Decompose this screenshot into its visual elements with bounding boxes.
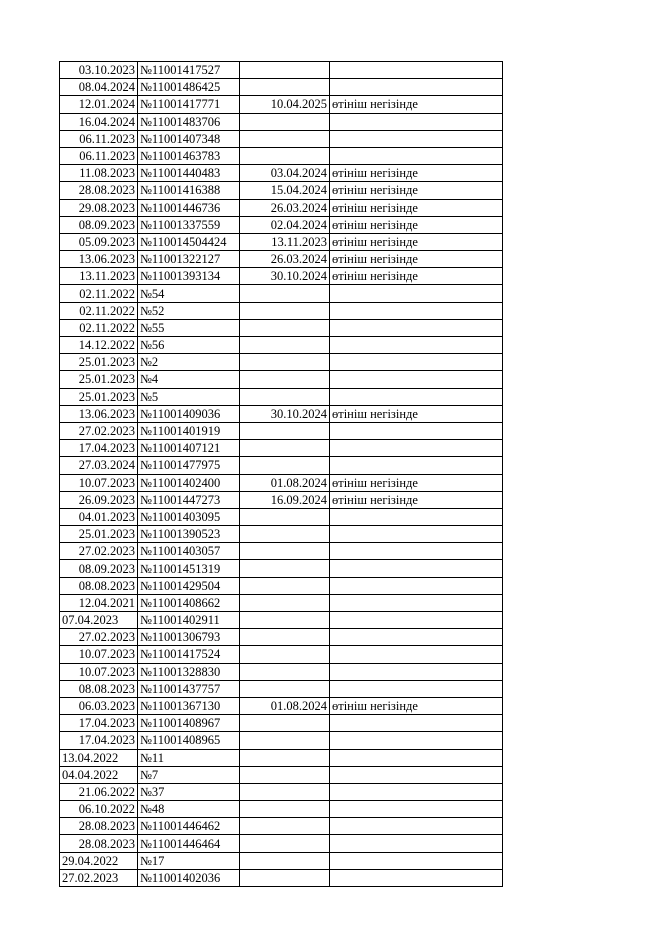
document-number-cell: №11001417771 <box>138 96 240 113</box>
termination-date-cell <box>240 130 330 147</box>
termination-basis-cell <box>330 422 503 439</box>
table-row <box>60 371 503 388</box>
termination-basis-cell: өтініш негізінде <box>330 474 503 491</box>
document-number-cell: №11001407121 <box>138 440 240 457</box>
termination-basis-cell: өтініш негізінде <box>330 233 503 250</box>
document-number-cell: №7 <box>138 766 240 783</box>
table-row <box>60 594 503 611</box>
termination-date-cell <box>240 560 330 577</box>
table-row <box>60 766 503 783</box>
issue-date-cell: 12.04.2021 <box>60 594 138 611</box>
issue-date-cell: 27.02.2023 <box>60 629 138 646</box>
issue-date-cell: 10.07.2023 <box>60 474 138 491</box>
termination-date-cell <box>240 852 330 869</box>
termination-basis-cell <box>330 801 503 818</box>
table-row <box>60 388 503 405</box>
termination-basis-cell <box>330 319 503 336</box>
table-row <box>60 199 503 216</box>
table-row <box>60 612 503 629</box>
issue-date-cell: 08.09.2023 <box>60 216 138 233</box>
table-row <box>60 783 503 800</box>
termination-date-cell <box>240 749 330 766</box>
termination-basis-cell <box>330 457 503 474</box>
issue-date-cell: 29.08.2023 <box>60 199 138 216</box>
issue-date-cell: 13.06.2023 <box>60 405 138 422</box>
termination-date-cell: 02.04.2024 <box>240 216 330 233</box>
termination-date-cell <box>240 457 330 474</box>
document-number-cell: №11001429504 <box>138 577 240 594</box>
termination-basis-cell <box>330 577 503 594</box>
termination-date-cell <box>240 113 330 130</box>
table-row <box>60 715 503 732</box>
table-row <box>60 629 503 646</box>
termination-date-cell <box>240 371 330 388</box>
termination-basis-cell <box>330 337 503 354</box>
issue-date-cell: 13.06.2023 <box>60 251 138 268</box>
document-number-cell: №4 <box>138 371 240 388</box>
document-number-cell: №11001407348 <box>138 130 240 147</box>
table-row <box>60 405 503 422</box>
table-row <box>60 560 503 577</box>
termination-basis-cell: өтініш негізінде <box>330 96 503 113</box>
issue-date-cell: 02.11.2022 <box>60 302 138 319</box>
termination-basis-cell <box>330 715 503 732</box>
termination-basis-cell: өтініш негізінде <box>330 216 503 233</box>
document-number-cell: №11001446736 <box>138 199 240 216</box>
document-number-cell: №11001408967 <box>138 715 240 732</box>
document-number-cell: №11001403095 <box>138 508 240 525</box>
termination-date-cell <box>240 543 330 560</box>
issue-date-cell: 17.04.2023 <box>60 732 138 749</box>
issue-date-cell: 28.08.2023 <box>60 818 138 835</box>
termination-basis-cell: өтініш негізінде <box>330 251 503 268</box>
termination-basis-cell: өтініш негізінде <box>330 182 503 199</box>
termination-basis-cell <box>330 732 503 749</box>
termination-date-cell <box>240 508 330 525</box>
termination-basis-cell <box>330 130 503 147</box>
termination-date-cell: 30.10.2024 <box>240 268 330 285</box>
table-row <box>60 337 503 354</box>
termination-basis-cell <box>330 371 503 388</box>
termination-date-cell <box>240 835 330 852</box>
termination-date-cell <box>240 388 330 405</box>
issue-date-cell: 06.11.2023 <box>60 130 138 147</box>
termination-date-cell <box>240 612 330 629</box>
termination-date-cell: 01.08.2024 <box>240 474 330 491</box>
termination-basis-cell: өтініш негізінде <box>330 199 503 216</box>
table-row <box>60 302 503 319</box>
issue-date-cell: 10.07.2023 <box>60 663 138 680</box>
termination-basis-cell <box>330 543 503 560</box>
termination-date-cell <box>240 801 330 818</box>
table-row <box>60 697 503 714</box>
table-row <box>60 749 503 766</box>
document-number-cell: №11001408662 <box>138 594 240 611</box>
termination-basis-cell <box>330 835 503 852</box>
issue-date-cell: 12.01.2024 <box>60 96 138 113</box>
table-row <box>60 801 503 818</box>
termination-basis-cell <box>330 818 503 835</box>
document-number-cell: №11001477975 <box>138 457 240 474</box>
table-row <box>60 79 503 96</box>
table-row <box>60 474 503 491</box>
issue-date-cell: 08.08.2023 <box>60 680 138 697</box>
issue-date-cell: 29.04.2022 <box>60 852 138 869</box>
issue-date-cell: 14.12.2022 <box>60 337 138 354</box>
issue-date-cell: 28.08.2023 <box>60 835 138 852</box>
document-number-cell: №110014504424 <box>138 233 240 250</box>
termination-date-cell: 03.04.2024 <box>240 165 330 182</box>
termination-date-cell: 10.04.2025 <box>240 96 330 113</box>
table-row <box>60 835 503 852</box>
document-number-cell: №11001483706 <box>138 113 240 130</box>
table-row <box>60 62 503 79</box>
termination-basis-cell <box>330 766 503 783</box>
document-number-cell: №11001417527 <box>138 62 240 79</box>
table-row <box>60 852 503 869</box>
issue-date-cell: 04.04.2022 <box>60 766 138 783</box>
table-row <box>60 216 503 233</box>
termination-date-cell <box>240 818 330 835</box>
termination-basis-cell: өтініш негізінде <box>330 268 503 285</box>
issue-date-cell: 10.07.2023 <box>60 646 138 663</box>
table-row <box>60 354 503 371</box>
document-number-cell: №11001390523 <box>138 526 240 543</box>
termination-basis-cell: өтініш негізінде <box>330 697 503 714</box>
issue-date-cell: 06.11.2023 <box>60 147 138 164</box>
table-row <box>60 233 503 250</box>
table-row <box>60 732 503 749</box>
termination-basis-cell <box>330 783 503 800</box>
document-number-cell: №11001446464 <box>138 835 240 852</box>
termination-date-cell <box>240 79 330 96</box>
termination-date-cell <box>240 337 330 354</box>
table-row <box>60 319 503 336</box>
table-row <box>60 130 503 147</box>
document-number-cell: №5 <box>138 388 240 405</box>
termination-basis-cell <box>330 354 503 371</box>
issue-date-cell: 06.03.2023 <box>60 697 138 714</box>
termination-date-cell <box>240 783 330 800</box>
termination-date-cell <box>240 663 330 680</box>
table-row <box>60 869 503 886</box>
table-row <box>60 457 503 474</box>
termination-basis-cell <box>330 680 503 697</box>
document-number-cell: №11001486425 <box>138 79 240 96</box>
termination-basis-cell <box>330 594 503 611</box>
issue-date-cell: 05.09.2023 <box>60 233 138 250</box>
issue-date-cell: 04.01.2023 <box>60 508 138 525</box>
document-number-cell: №11001451319 <box>138 560 240 577</box>
termination-date-cell <box>240 62 330 79</box>
issue-date-cell: 08.08.2023 <box>60 577 138 594</box>
issue-date-cell: 25.01.2023 <box>60 354 138 371</box>
table-row <box>60 113 503 130</box>
table-row <box>60 251 503 268</box>
table-row <box>60 508 503 525</box>
termination-basis-cell <box>330 79 503 96</box>
document-number-cell: №48 <box>138 801 240 818</box>
termination-date-cell <box>240 646 330 663</box>
document-number-cell: №54 <box>138 285 240 302</box>
document-number-cell: №11001322127 <box>138 251 240 268</box>
issue-date-cell: 21.06.2022 <box>60 783 138 800</box>
table-row <box>60 285 503 302</box>
termination-date-cell <box>240 285 330 302</box>
table-row <box>60 440 503 457</box>
termination-date-cell <box>240 526 330 543</box>
document-number-cell: №11001446462 <box>138 818 240 835</box>
termination-basis-cell <box>330 869 503 886</box>
issue-date-cell: 08.09.2023 <box>60 560 138 577</box>
termination-basis-cell <box>330 526 503 543</box>
document-number-cell: №11001447273 <box>138 491 240 508</box>
termination-date-cell <box>240 715 330 732</box>
issue-date-cell: 28.08.2023 <box>60 182 138 199</box>
termination-basis-cell <box>330 388 503 405</box>
termination-date-cell <box>240 577 330 594</box>
table-row <box>60 147 503 164</box>
document-number-cell: №11001440483 <box>138 165 240 182</box>
termination-date-cell: 16.09.2024 <box>240 491 330 508</box>
registry-table <box>59 61 503 887</box>
document-number-cell: №17 <box>138 852 240 869</box>
document-number-cell: №11001408965 <box>138 732 240 749</box>
table-row <box>60 577 503 594</box>
issue-date-cell: 17.04.2023 <box>60 715 138 732</box>
table-row <box>60 491 503 508</box>
termination-date-cell <box>240 732 330 749</box>
termination-date-cell: 26.03.2024 <box>240 251 330 268</box>
table-row <box>60 165 503 182</box>
table-row <box>60 182 503 199</box>
table-row <box>60 663 503 680</box>
termination-basis-cell <box>330 147 503 164</box>
termination-date-cell: 01.08.2024 <box>240 697 330 714</box>
termination-basis-cell <box>330 560 503 577</box>
issue-date-cell: 13.11.2023 <box>60 268 138 285</box>
termination-date-cell <box>240 629 330 646</box>
document-number-cell: №55 <box>138 319 240 336</box>
document-number-cell: №11001401919 <box>138 422 240 439</box>
document-number-cell: №11001403057 <box>138 543 240 560</box>
issue-date-cell: 26.09.2023 <box>60 491 138 508</box>
termination-basis-cell <box>330 302 503 319</box>
termination-date-cell <box>240 440 330 457</box>
issue-date-cell: 25.01.2023 <box>60 371 138 388</box>
issue-date-cell: 27.02.2023 <box>60 422 138 439</box>
document-number-cell: №11001402911 <box>138 612 240 629</box>
termination-basis-cell: өтініш негізінде <box>330 491 503 508</box>
termination-basis-cell: өтініш негізінде <box>330 165 503 182</box>
document-number-cell: №11001463783 <box>138 147 240 164</box>
issue-date-cell: 27.02.2023 <box>60 543 138 560</box>
termination-basis-cell <box>330 508 503 525</box>
termination-date-cell <box>240 594 330 611</box>
registry-table-body <box>60 62 503 887</box>
document-number-cell: №11001328830 <box>138 663 240 680</box>
document-number-cell: №11001306793 <box>138 629 240 646</box>
termination-date-cell <box>240 319 330 336</box>
document-number-cell: №11001437757 <box>138 680 240 697</box>
termination-date-cell <box>240 147 330 164</box>
issue-date-cell: 25.01.2023 <box>60 526 138 543</box>
issue-date-cell: 07.04.2023 <box>60 612 138 629</box>
document-number-cell: №52 <box>138 302 240 319</box>
termination-basis-cell <box>330 113 503 130</box>
termination-date-cell <box>240 422 330 439</box>
document-number-cell: №2 <box>138 354 240 371</box>
termination-basis-cell <box>330 440 503 457</box>
termination-date-cell: 13.11.2023 <box>240 233 330 250</box>
table-row <box>60 646 503 663</box>
issue-date-cell: 02.11.2022 <box>60 285 138 302</box>
document-number-cell: №11 <box>138 749 240 766</box>
document-number-cell: №11001367130 <box>138 697 240 714</box>
issue-date-cell: 06.10.2022 <box>60 801 138 818</box>
termination-date-cell <box>240 869 330 886</box>
termination-date-cell: 15.04.2024 <box>240 182 330 199</box>
document-number-cell: №11001402036 <box>138 869 240 886</box>
document-number-cell: №56 <box>138 337 240 354</box>
document-number-cell: №11001417524 <box>138 646 240 663</box>
issue-date-cell: 25.01.2023 <box>60 388 138 405</box>
termination-basis-cell <box>330 612 503 629</box>
termination-basis-cell <box>330 663 503 680</box>
document-number-cell: №11001337559 <box>138 216 240 233</box>
table-row <box>60 526 503 543</box>
issue-date-cell: 17.04.2023 <box>60 440 138 457</box>
document-number-cell: №11001402400 <box>138 474 240 491</box>
termination-date-cell: 30.10.2024 <box>240 405 330 422</box>
table-row <box>60 543 503 560</box>
termination-date-cell <box>240 354 330 371</box>
table-row <box>60 818 503 835</box>
termination-basis-cell <box>330 285 503 302</box>
table-row <box>60 268 503 285</box>
termination-basis-cell: өтініш негізінде <box>330 405 503 422</box>
issue-date-cell: 02.11.2022 <box>60 319 138 336</box>
document-number-cell: №11001393134 <box>138 268 240 285</box>
table-row <box>60 680 503 697</box>
termination-date-cell <box>240 680 330 697</box>
table-row <box>60 422 503 439</box>
issue-date-cell: 27.03.2024 <box>60 457 138 474</box>
termination-date-cell <box>240 766 330 783</box>
termination-basis-cell <box>330 629 503 646</box>
issue-date-cell: 16.04.2024 <box>60 113 138 130</box>
issue-date-cell: 11.08.2023 <box>60 165 138 182</box>
termination-basis-cell <box>330 749 503 766</box>
issue-date-cell: 08.04.2024 <box>60 79 138 96</box>
termination-date-cell <box>240 302 330 319</box>
termination-basis-cell <box>330 62 503 79</box>
issue-date-cell: 03.10.2023 <box>60 62 138 79</box>
issue-date-cell: 13.04.2022 <box>60 749 138 766</box>
termination-basis-cell <box>330 646 503 663</box>
termination-basis-cell <box>330 852 503 869</box>
document-number-cell: №37 <box>138 783 240 800</box>
termination-date-cell: 26.03.2024 <box>240 199 330 216</box>
document-number-cell: №11001416388 <box>138 182 240 199</box>
table-row <box>60 96 503 113</box>
issue-date-cell: 27.02.2023 <box>60 869 138 886</box>
document-number-cell: №11001409036 <box>138 405 240 422</box>
